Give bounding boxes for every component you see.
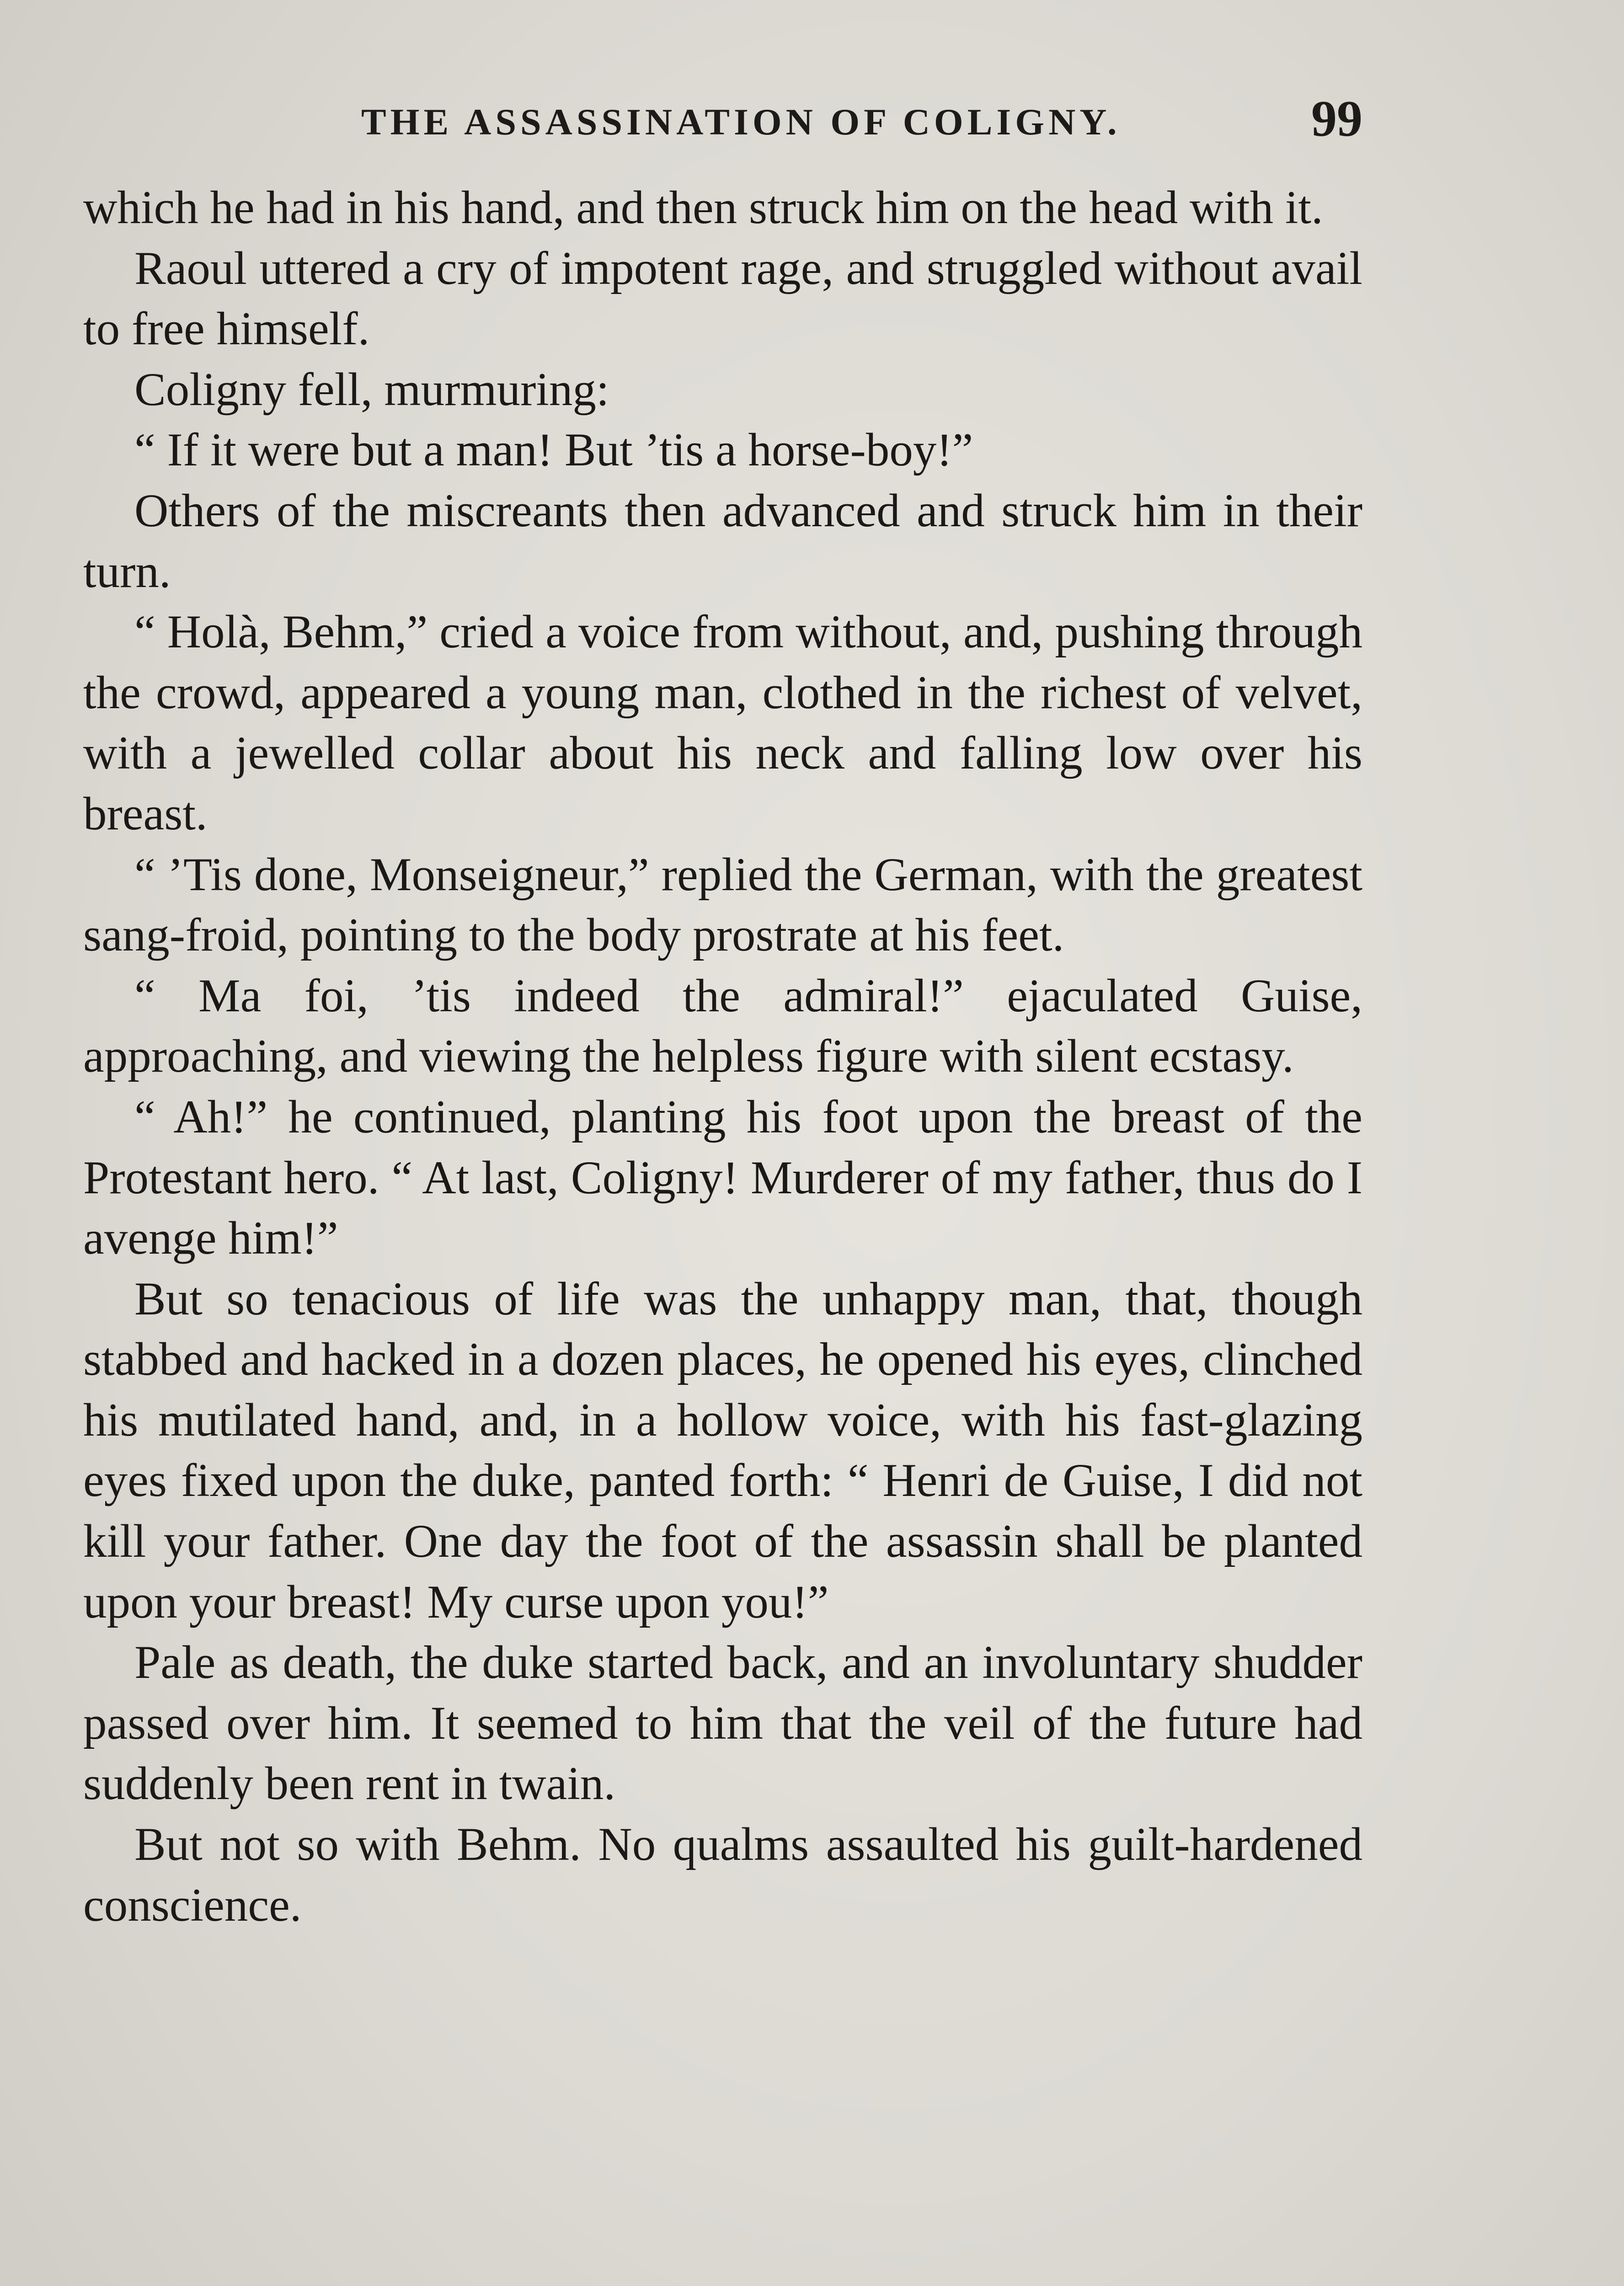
paragraph: But not so with Behm. No qualms assaulted his guilt-hardened conscience. [83,1818,1362,1931]
paragraph: Pale as death, the duke started back, and an involuntary shudder passed over him. It seemed to him that the veil of the future had suddenly been rent in twain. [83,1636,1362,1810]
paragraph: which he had in his hand, and then struck him on the head with it. [83,182,1323,234]
paragraph: Coligny fell, murmuring: [134,363,609,416]
page-header [82,90,1362,154]
paragraph: But so tenacious of life was the unhappy man, that, though stabbed and hacked in a dozen places, he opened his eyes, clinched his mutilated hand, and, in a hollow voice, with his fast-glazing eyes fixed upon the duke, panted forth: “ Henri de Guise, I did not kill your father. One day the foot of the assassin shall be planted upon your breast! My curse upon you!” [83,1272,1362,1628]
paragraph: Raoul uttered a cry of impotent rage, and struggled without avail to free himself. [83,242,1362,355]
paragraph: “ If it were but a man! But ’tis a horse-boy!” [134,424,973,476]
paragraph: “ Ah!” he continued, planting his foot upon the breast of the Protestant hero. “ At last, Coligny! Murderer of my father, thus do I avenge him!” [83,1090,1362,1265]
paragraph: “ ’Tis done, Monseigneur,” replied the German, with the greatest sang-froid, pointing to the body prostrate at his feet. [83,848,1362,961]
running-title: THE ASSASSINATION OF COLIGNY. [361,101,1121,143]
paragraph: “ Holà, Behm,” cried a voice from without, and, pushing through the crowd, appeared a young man, clothed in the richest of velvet, with a jewelled collar about his neck and falling low over his breast. [83,606,1362,840]
body-text [83,177,1362,1935]
paragraph: “ Ma foi, ’tis indeed the admiral!” ejaculated Guise, approaching, and viewing the helpless figure with silent ecstasy. [83,969,1362,1083]
page-number: 99 [1311,91,1362,147]
paragraph: Others of the miscreants then advanced and struck him in their turn. [83,484,1362,598]
